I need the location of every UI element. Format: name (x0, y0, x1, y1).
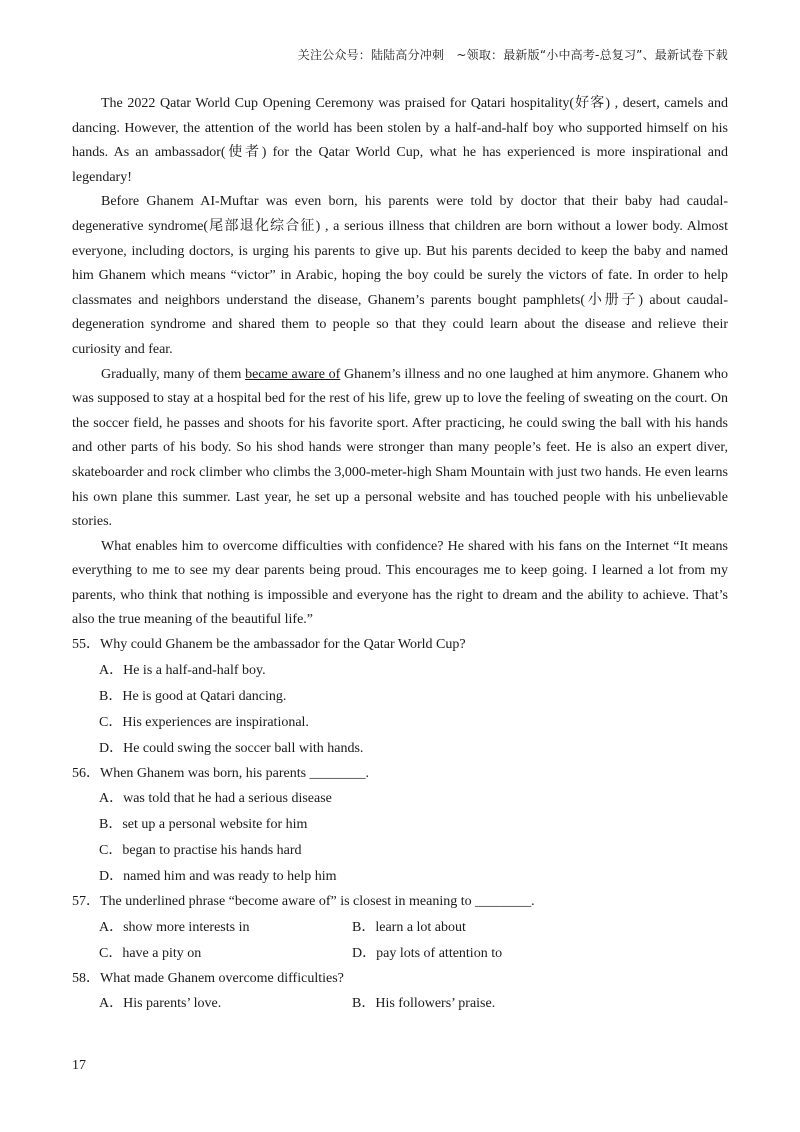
passage-paragraph-2: Before Ghanem AI-Muftar was even born, his parents were told by doctor that their baby had caudal-degenerative syndrome(尾部退化综合征) , a serious illness that children are born without a lower body. Almost everyone, including doctors, is urging his parents to give up. But his parents decided to keep the baby and named him Ghanem which means “victor” in Arabic, hoping the boy could be surely the victors of fate. In order to help classmates and neighbors understand the disease, Ghanem’s parents bought pamphlets(小册子) about caudal-degeneration syndrome and shared them to people so that they could learn about the disease and relieve their curiosity and fear. (72, 194, 728, 357)
question-56-option-d: D．named him and was ready to help him (99, 869, 337, 885)
question-57-stem: 57．The underlined phrase “become aware of” is closest in meaning to ________. (72, 894, 535, 910)
question-56-option-c: C．began to practise his hands hard (99, 843, 302, 859)
question-58-option-a: A．His parents’ love. (99, 996, 222, 1012)
underlined-phrase: became aware of (245, 366, 341, 382)
question-55-option-c: C．His experiences are inspirational. (99, 714, 309, 730)
question-58-stem: 58．What made Ghanem overcome difficulties? (72, 970, 344, 986)
question-57-option-d: D．pay lots of attention to (352, 945, 503, 961)
question-55-option-d: D．He could swing the soccer ball with hands. (99, 740, 364, 756)
question-57-option-b: B．learn a lot about (352, 919, 466, 935)
question-57-options-row-1 (99, 915, 728, 941)
question-55-option-b: B．He is good at Qatari dancing. (99, 688, 287, 704)
question-57-options-row-2 (99, 941, 728, 967)
question-56-stem: 56．When Ghanem was born, his parents ________. (72, 765, 370, 781)
question-57-option-c: C．have a pity on (99, 945, 202, 961)
question-55-stem: 55．Why could Ghanem be the ambassador for the Qatar World Cup? (72, 637, 466, 653)
passage-paragraph-1: The 2022 Qatar World Cup Opening Ceremony was praised for Qatari hospitality(好客) , desert, camels and dancing. However, the attention of the world has been stolen by a half-and-half boy who supported himself on his hands. As an ambassador(使者) for the Qatar World Cup, what he has experienced is more inspirational and legendary! (72, 96, 728, 185)
paragraph-3-lead: Gradually, many of them (101, 366, 246, 382)
question-55-option-a: A．He is a half-and-half boy. (99, 662, 266, 678)
question-58-options-row-1 (99, 991, 728, 1017)
passage-paragraph-4: What enables him to overcome difficulties with confidence? He shared with his fans on the Internet “It means everything to me to see my dear parents being proud. This encourages me to keep going. I learned a lot from my parents, who think that nothing is impossible and everyone has the right to dream and the ability to achieve. That’s also the true meaning of the beautiful life.” (72, 538, 728, 628)
document-body (72, 92, 728, 1017)
paragraph-3-rest: Ghanem’s illness and no one laughed at him anymore. Ghanem who was supposed to stay at a hospital bed for the rest of his life, grew up to love the feeling of sweating on the court. On the soccer field, he passes and shoots for his favorite sport. After practicing, he could swing the ball with his hands and other parts of his body. So his shod hands were stronger than many people’s feet. He is also an expert diver, skateboarder and rock climber who climbs the 3,000-meter-high Sham Mountain with just two hands. He even learns his own plane this summer. Last year, he set up a personal website and has touched people with his unbelievable stories. (72, 366, 729, 530)
question-58-option-b: B．His followers’ praise. (352, 996, 496, 1012)
question-56-option-b: B．set up a personal website for him (99, 817, 308, 833)
question-57-option-a: A．show more interests in (99, 919, 250, 935)
page-header: 关注公众号：陆陆高分冲刺 ~领取：最新版“小中高考-总复习”、最新试卷下载 (297, 48, 728, 62)
question-56-option-a: A．was told that he had a serious disease (99, 791, 332, 807)
passage-paragraph-3 (72, 363, 728, 535)
page-number: 17 (72, 1058, 86, 1073)
